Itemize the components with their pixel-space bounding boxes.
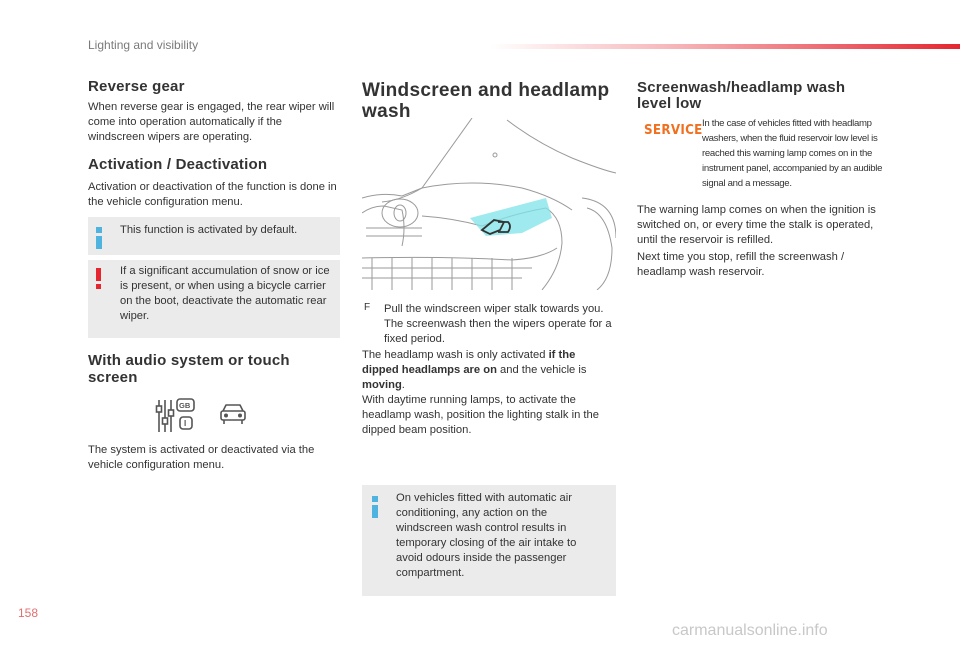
watermark: carmanualsonline.info: [672, 622, 828, 639]
header-accent-bar: [490, 44, 960, 49]
reverse-gear-heading: Reverse gear: [88, 78, 185, 95]
windscreen-wash-heading: Windscreen and headlamp wash: [362, 80, 610, 122]
info-icon: [96, 227, 102, 249]
bullet-marker: F: [364, 302, 371, 313]
warning-box-snow: [88, 260, 340, 338]
settings-sliders-icon: [155, 396, 197, 436]
i-label: I: [184, 419, 187, 428]
audio-system-text: The system is activated or deactivated via the vehicle configuration menu.: [88, 444, 315, 471]
warning-box-text: If a significant accumulation of snow or ice is present, or when using a bicycle carrier on the boot, deactivate the automatic rear wiper.: [120, 265, 330, 322]
refill-reservoir-text: Next time you stop, refill the screenwash / headlamp wash reservoir.: [637, 251, 845, 278]
moving-bold: moving: [362, 379, 402, 391]
dipped-headlamps-bold: if the dipped headlamps are on: [362, 349, 576, 376]
activation-heading: Activation / Deactivation: [88, 156, 268, 173]
gb-label: GB: [179, 401, 191, 410]
info-box-default: [88, 217, 340, 255]
headlamp-wash-text: The headlamp wash is only activated if the dipped headlamps are on and the vehicle is moving.: [362, 349, 587, 391]
page-number: 158: [18, 606, 39, 620]
info-icon: [372, 496, 378, 518]
reverse-gear-text: When reverse gear is engaged, the rear wiper will come into operation automatically if the windscreen wipers are operating.: [88, 101, 335, 143]
warning-icon: [96, 268, 101, 289]
audio-system-heading: With audio system or touch screen: [88, 352, 290, 386]
activation-text: Activation or deactivation of the function is done in the vehicle configuration menu.: [88, 181, 337, 208]
service-warning-icon: SERVICE: [644, 123, 703, 138]
car-icon: [218, 402, 248, 426]
vehicle-front-illustration: [362, 118, 616, 290]
info-box-ac-text: On vehicles fitted with automatic air conditioning, any action on the windscreen wash control results in temporary closing of the air intake to avoid odours inside the passenger compartment.: [396, 492, 577, 579]
info-box-air-conditioning: [362, 485, 616, 596]
wiper-instruction-text: Pull the windscreen wiper stalk towards you. The screenwash then the wipers operate for a fixed period.: [384, 303, 612, 345]
info-box-text: This function is activated by default.: [120, 224, 298, 236]
daytime-lamps-text: With daytime running lamps, to activate the headlamp wash, position the lighting stalk in the dipped beam position.: [362, 394, 599, 436]
level-low-heading: Screenwash/headlamp wash level low: [637, 79, 846, 112]
warning-lamp-text: The warning lamp comes on when the ignition is switched on, or every time the stalk is operated, until the reservoir is refilled.: [637, 204, 876, 246]
section-title: Lighting and visibility: [88, 38, 199, 52]
service-warning-text: In the case of vehicles fitted with headlamp washers, when the fluid reservoir low level is reached this warning lamp comes on in the instrument panel, accompanied by an audible signal and a message.: [702, 118, 883, 189]
